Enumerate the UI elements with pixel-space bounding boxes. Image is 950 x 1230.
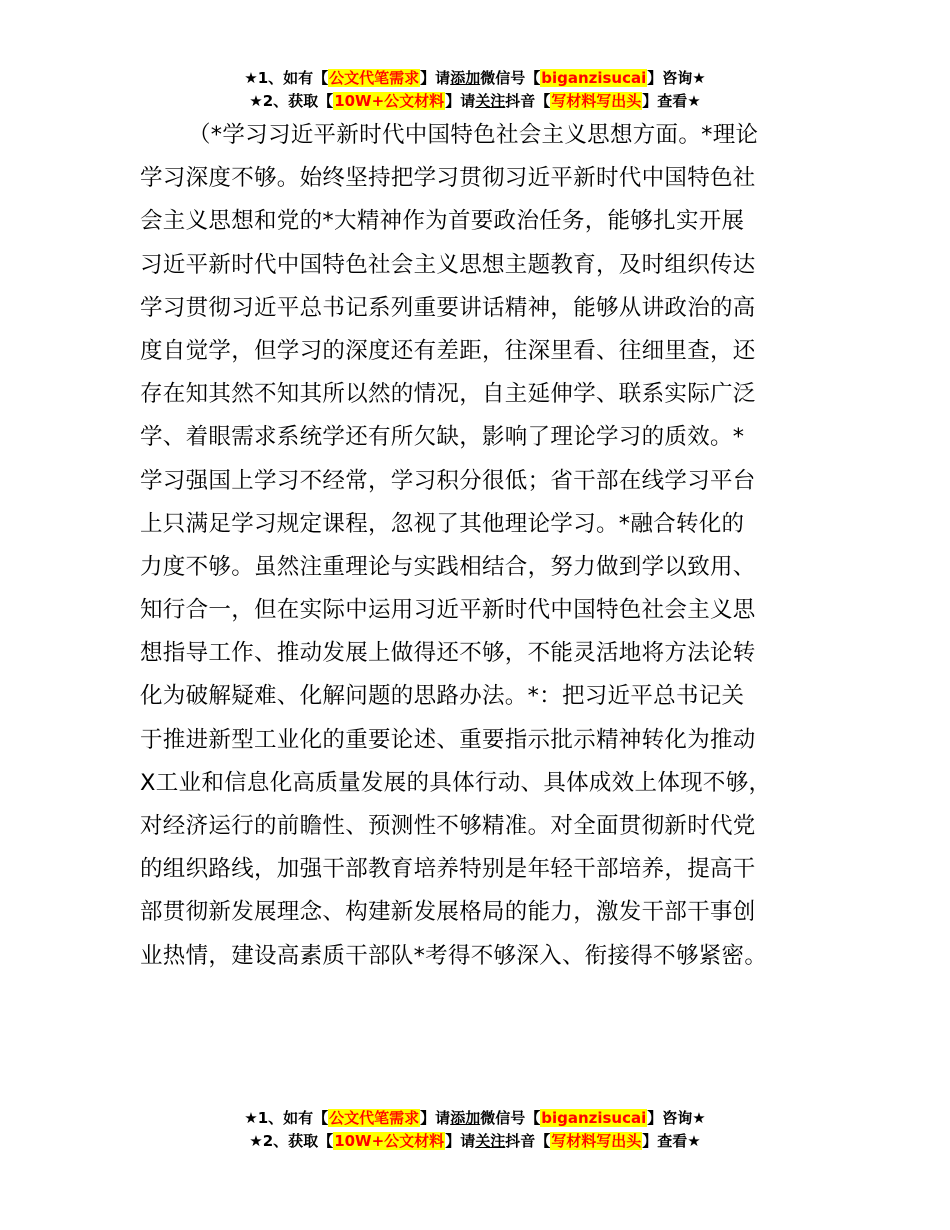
footer-line2-highlight-materials: 10W+公文材料 [334, 1132, 445, 1150]
body-line: 度自觉学，但学习的深度还有差距，往深里看、往细里查，还 [140, 337, 756, 364]
body-line: 存在知其然不知其所以然的情况，自主延伸学、联系实际广泛 [140, 381, 756, 408]
header-line1-middle2: 微信号【 [480, 69, 541, 87]
footer-ad-block [0, 1107, 950, 1153]
header-line2-suffix: 】查看★ [642, 92, 701, 110]
body-line: 想指导工作、推动发展上做得还不够，不能灵活地将方法论转 [140, 640, 756, 667]
footer-line1-middle: 】请 [420, 1109, 451, 1127]
body-line: 力度不够。虽然注重理论与实践相结合，努力做到学以致用、 [140, 553, 756, 580]
header-line2-middle2: 抖音【 [505, 92, 551, 110]
body-line: 会主义思想和党的*大精神作为首要政治任务，能够扎实开展 [140, 208, 745, 235]
header-line1-highlight-service: 公文代笔需求 [329, 69, 420, 87]
body-line: 的组织路线，加强干部教育培养特别是年轻干部培养，提高干 [140, 856, 756, 883]
body-line: 学习贯彻习近平总书记系列重要讲话精神，能够从讲政治的高 [140, 294, 756, 321]
header-line2-prefix: ★2、获取【 [249, 92, 334, 110]
header-line2-underlined: 关注 [475, 92, 506, 110]
footer-line1-underlined: 添加 [450, 1109, 481, 1127]
footer-line1-suffix: 】咨询★ [647, 1109, 706, 1127]
footer-ad-line-1 [0, 1107, 950, 1130]
footer-line1-prefix: ★1、如有【 [244, 1109, 329, 1127]
header-line1-middle: 】请 [420, 69, 451, 87]
header-line2-middle: 】请 [445, 92, 476, 110]
footer-line2-middle2: 抖音【 [505, 1132, 551, 1150]
footer-line2-underlined: 关注 [475, 1132, 506, 1150]
body-line: 化为破解疑难、化解问题的思路办法。*：把习近平总书记关 [140, 683, 745, 710]
body-line: 于推进新型工业化的重要论述、重要指示批示精神转化为推动 [140, 726, 756, 753]
body-line: 上只满足学习规定课程，忽视了其他理论学习。*融合转化的 [140, 510, 745, 537]
body-line: 学、着眼需求系统学还有所欠缺，影响了理论学习的质效。* [140, 424, 745, 451]
body-line: （*学习习近平新时代中国特色社会主义思想方面。*理论 [188, 122, 759, 148]
header-ad-line-1 [0, 67, 950, 90]
footer-line2-prefix: ★2、获取【 [249, 1132, 334, 1150]
body-line: X工业和信息化高质量发展的具体行动、具体成效上体现不够， [140, 769, 772, 796]
body-line: 对经济运行的前瞻性、预测性不够精准。对全面贯彻新时代党 [140, 813, 756, 839]
footer-line1-highlight-service: 公文代笔需求 [329, 1109, 420, 1127]
header-line2-highlight-materials: 10W+公文材料 [334, 92, 445, 110]
body-line: 业热情，建设高素质干部队*考得不够深入、衔接得不够紧密。 [140, 942, 768, 969]
body-line: 知行合一，但在实际中运用习近平新时代中国特色社会主义思 [140, 597, 756, 624]
header-ad-line-2 [0, 90, 950, 113]
header-line2-highlight-douyin: 写材料写出头 [551, 92, 642, 110]
header-line1-prefix: ★1、如有【 [244, 69, 329, 87]
header-line1-highlight-wechat: biganzisucai [541, 69, 647, 87]
body-line: 学习强国上学习不经常，学习积分很低；省干部在线学习平台 [140, 467, 756, 494]
footer-ad-line-2 [0, 1130, 950, 1153]
footer-line2-highlight-douyin: 写材料写出头 [551, 1132, 642, 1150]
header-line1-underlined: 添加 [450, 69, 481, 87]
document-body [140, 114, 830, 978]
body-line: 学习深度不够。始终坚持把学习贯彻习近平新时代中国特色社 [140, 165, 756, 192]
footer-line2-suffix: 】查看★ [642, 1132, 701, 1150]
footer-line1-highlight-wechat: biganzisucai [541, 1109, 647, 1127]
body-line: 习近平新时代中国特色社会主义思想主题教育，及时组织传达 [140, 251, 756, 278]
header-line1-suffix: 】咨询★ [647, 69, 706, 87]
body-line: 部贯彻新发展理念、构建新发展格局的能力，激发干部干事创 [140, 899, 756, 926]
header-ad-block [0, 67, 950, 113]
footer-line1-middle2: 微信号【 [480, 1109, 541, 1127]
footer-line2-middle: 】请 [445, 1132, 476, 1150]
